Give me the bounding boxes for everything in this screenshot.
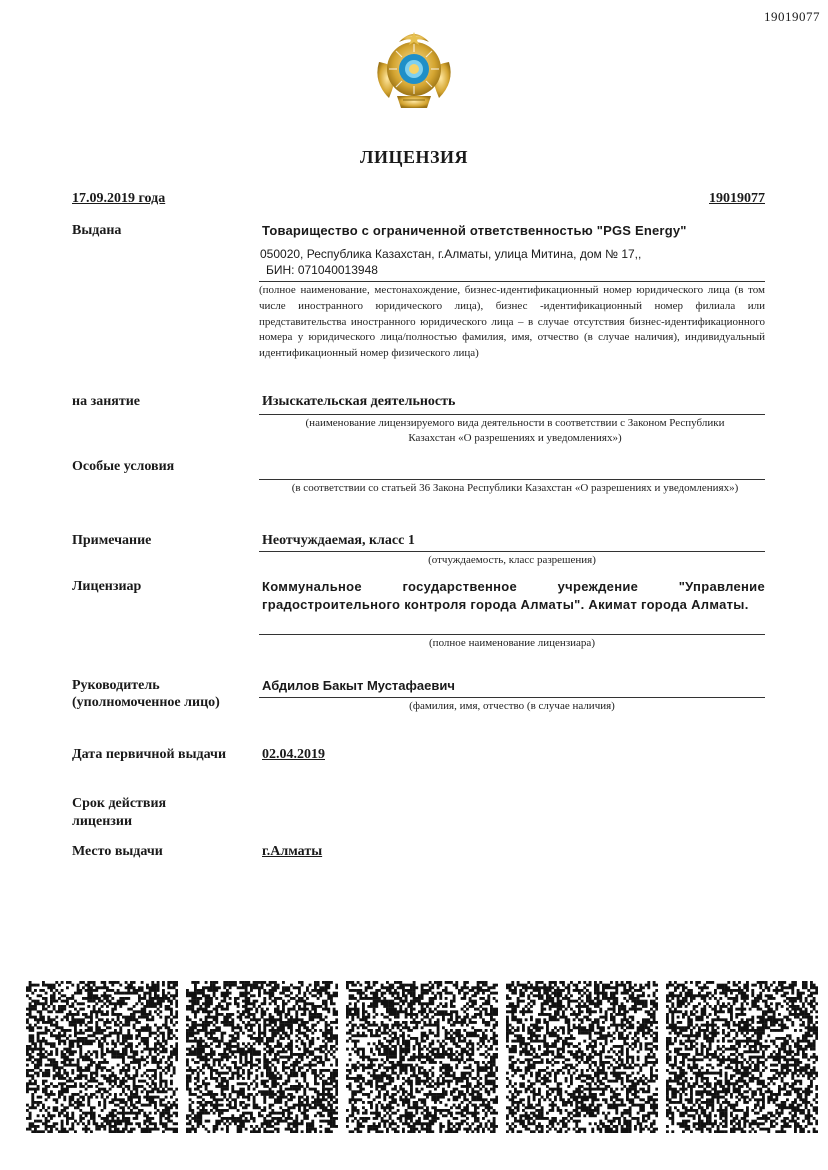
qr-code-1: [26, 981, 178, 1133]
licensor-value: Коммунальное государственное учреждение "Управление градостроительного контроля города Алматы". Акимат города Алматы.: [262, 579, 765, 612]
document-number-header: 19019077: [764, 9, 820, 24]
first-issue-date: 02.04.2019: [262, 747, 325, 762]
special-conditions-label: Особые условия: [72, 459, 175, 474]
activity-value: Изыскательская деятельность: [262, 394, 456, 409]
issued-to-label: Выдана: [72, 223, 122, 238]
divider: [259, 479, 765, 480]
qr-code-4: [506, 981, 658, 1133]
head-label-line2: (уполномоченное лицо): [72, 695, 220, 710]
note-hint: (отчуждаемость, класс разрешения): [428, 554, 596, 566]
head-value: Абдилов Бакыт Мустафаевич: [262, 678, 455, 693]
first-issue-label: Дата первичной выдачи: [72, 747, 227, 762]
note-value: Неотчуждаемая, класс 1: [262, 533, 415, 548]
validity-label-line2: лицензии: [72, 814, 133, 829]
divider: [259, 414, 765, 415]
licensee-address: 050020, Республика Казахстан, г.Алматы, улица Митина, дом № 17,,: [260, 247, 642, 261]
validity-label-line1: Срок действия: [72, 796, 167, 811]
document-title: ЛИЦЕНЗИЯ: [360, 147, 468, 167]
qr-code-5: [666, 981, 818, 1133]
state-emblem-icon: [369, 24, 459, 114]
licensee-bin: БИН: 071040013948: [266, 263, 378, 277]
licensor-label: Лицензиар: [72, 579, 142, 594]
qr-code-2: [186, 981, 338, 1133]
place-value: г.Алматы: [262, 844, 323, 859]
issued-to-hint: (полное наименование, местонахождение, бизнес-идентификационный номер юридического лица (в том числе иностранного юридического лица), бизнес -идентификационный номер филиала или представительства иностранного юридического лица – в случае отсутствия бизнес-идентификационного номера у юридического лица/полностью фамилия, имя, отчество (в случае наличия), индивидуальный идентификационный номер физического лица): [259, 284, 765, 360]
head-hint: (фамилия, имя, отчество (в случае наличия): [409, 700, 615, 712]
qr-code-3: [346, 981, 498, 1133]
activity-hint: (наименование лицензируемого вида деятельности в соответствии с Законом Республики Казахстан «О разрешениях и уведомлениях»): [305, 417, 725, 444]
licensor-hint: (полное наименование лицензиара): [429, 637, 595, 649]
activity-label: на занятие: [72, 394, 140, 409]
note-label: Примечание: [72, 533, 152, 548]
special-conditions-hint: (в соответствии со статьей 36 Закона Республики Казахстан «О разрешениях и уведомлениях»): [291, 482, 739, 494]
divider: [259, 551, 765, 552]
divider: [259, 281, 765, 282]
place-label: Место выдачи: [72, 844, 163, 859]
divider: [259, 634, 765, 635]
license-number: 19019077: [709, 191, 765, 206]
divider: [259, 697, 765, 698]
licensee-name: Товарищество с ограниченной ответственностью "PGS Energy": [262, 223, 687, 238]
head-label-line1: Руководитель: [72, 678, 160, 693]
issue-date: 17.09.2019 года: [72, 191, 166, 206]
